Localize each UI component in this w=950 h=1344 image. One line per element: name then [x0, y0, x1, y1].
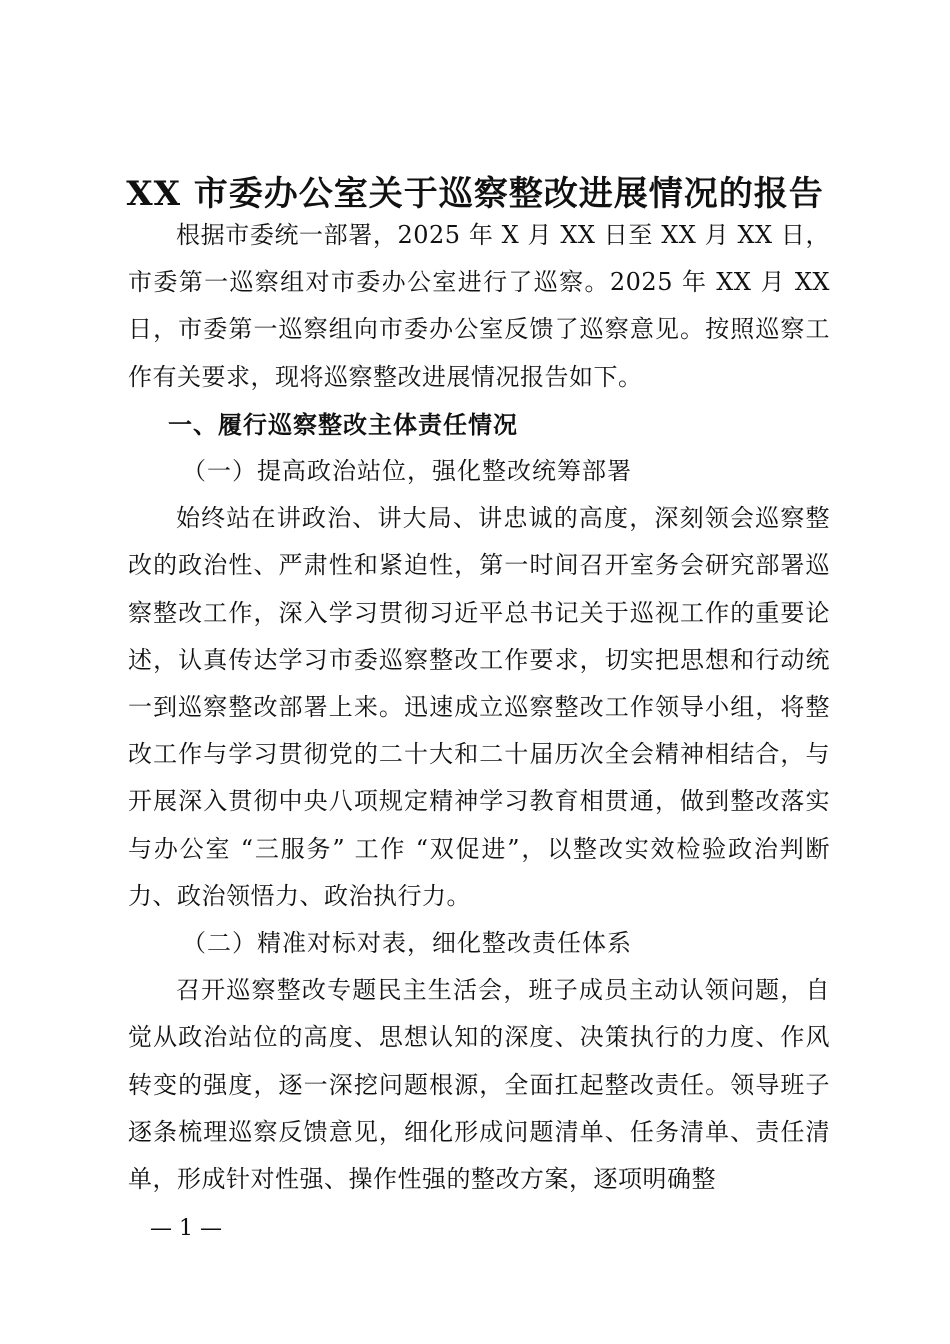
body-paragraph-1: 始终站在讲政治、讲大局、讲忠诚的高度，深刻领会巡察整改的政治性、严肃性和紧迫性，第一时间召开室务会研究部署巡察整改工作，深入学习贯彻习近平总书记关于巡视工作的重要论述，认真传达学习市委巡察整改工作要求，切实把思想和行动统一到巡察整改部署上来。迅速成立巡察整改工作领导小组，将整改工作与学习贯彻党的二十大和二十届历次全会精神相结合，与开展深入贯彻中央八项规定精神学习教育相贯通，做到整改落实与办公室 “三服务” 工作 “双促进”，以整改实效检验政治判断力、政治领悟力、政治执行力。 — [128, 504, 830, 910]
intro-paragraph: 根据市委统一部署，2025 年 X 月 XX 日至 XX 月 XX 日，市委第一巡察组对市委办公室进行了巡察。2025 年 XX 月 XX 日，市委第一巡察组向市委办公室反馈了巡察意见。按照巡察工作有关要求，现将巡察整改进展情况报告如下。 — [128, 221, 830, 391]
document-body — [128, 212, 830, 1203]
subsection-heading-2: （二）精准对标对表，细化整改责任体系 — [182, 929, 632, 958]
body-paragraph-2: 召开巡察整改专题民主生活会，班子成员主动认领问题，自觉从政治站位的高度、思想认知的深度、决策执行的力度、作风转变的强度，逐一深挖问题根源，全面扛起整改责任。领导班子逐条梳理巡察反馈意见，细化形成问题清单、任务清单、责任清单，形成针对性强、操作性强的整改方案，逐项明确整 — [128, 976, 830, 1194]
document-title: XX 市委办公室关于巡察整改进展情况的报告 — [126, 174, 824, 214]
subsection-heading-1: （一）提高政治站位，强化整改统筹部署 — [182, 457, 632, 486]
page-number: — 1 — — [150, 1216, 222, 1241]
section-heading-1: 一、履行巡察整改主体责任情况 — [168, 409, 518, 439]
